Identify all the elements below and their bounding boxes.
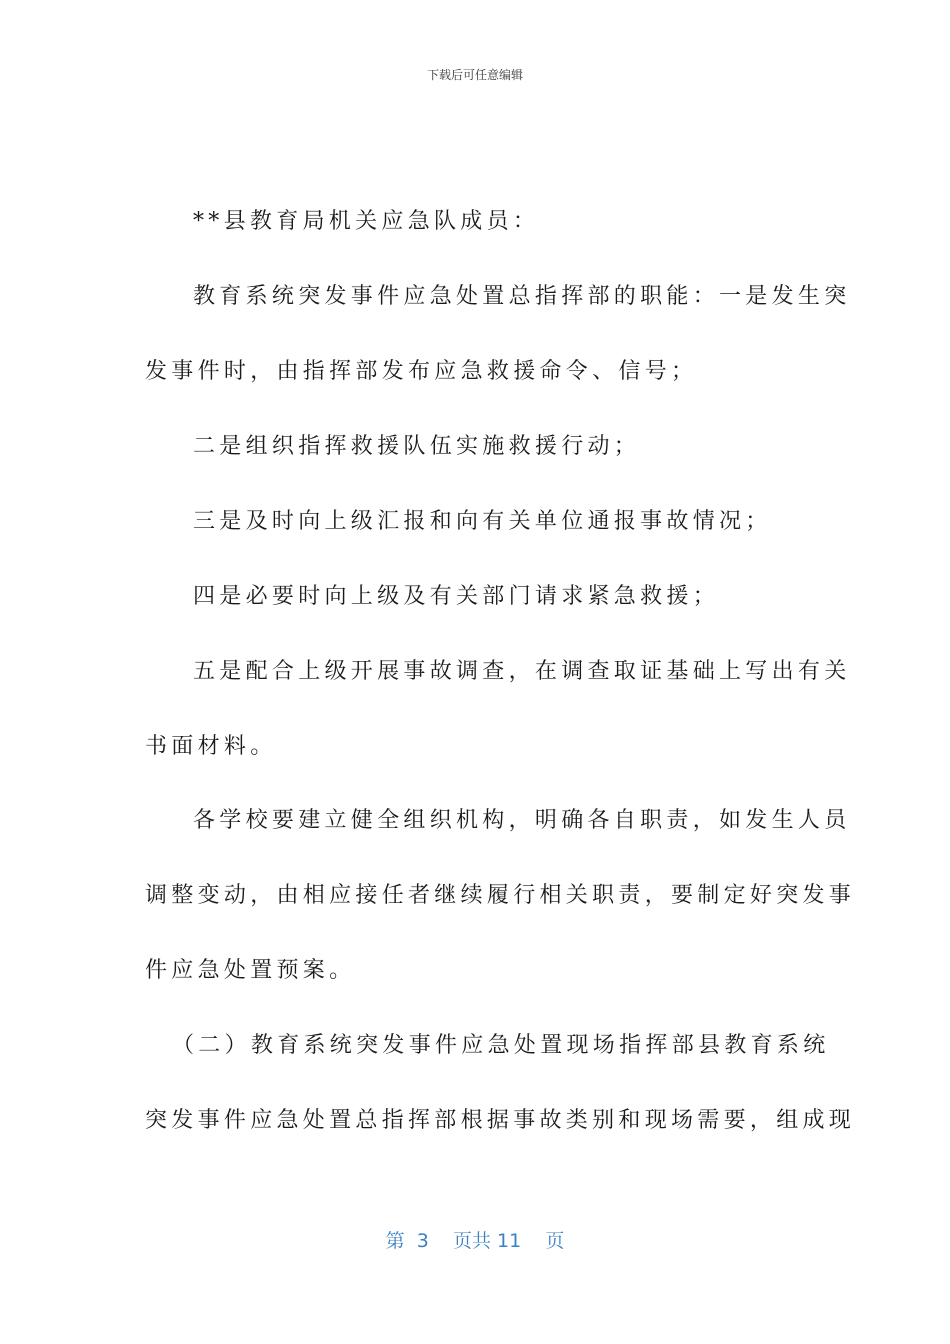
footer-total-pages: 11 <box>497 1230 522 1252</box>
text-line-11: 件应急处置预案。 <box>145 958 356 983</box>
footer-suffix: 页 <box>545 1230 565 1252</box>
text-line-13: 突发事件应急处置总指挥部根据事故类别和现场需要，组成现 <box>145 1108 856 1133</box>
text-line-7: 五是配合上级开展事故调查，在调查取证基础上写出有关 <box>193 659 851 684</box>
text-line-2: 教育系统突发事件应急处置总指挥部的职能：一是发生突 <box>193 284 851 309</box>
footer-page-number: 3 <box>416 1230 429 1252</box>
text-line-9: 各学校要建立健全组织机构，明确各自职责，如发生人员 <box>193 808 851 833</box>
footer-prefix: 第 <box>385 1230 405 1252</box>
text-line-3: 发事件时，由指挥部发布应急救援命令、信号； <box>145 359 698 384</box>
text-line-5: 三是及时向上级汇报和向有关单位通报事故情况； <box>193 509 772 534</box>
text-line-8: 书面材料。 <box>145 734 277 759</box>
text-line-1: **县教育局机关应急队成员： <box>193 209 540 234</box>
text-line-10: 调整变动，由相应接任者继续履行相关职责，要制定好突发事 <box>145 883 856 908</box>
text-line-6: 四是必要时向上级及有关部门请求紧急救援； <box>193 584 720 609</box>
text-line-4: 二是组织指挥救援队伍实施救援行动； <box>193 434 641 459</box>
page-header: 下载后可任意编辑 <box>426 68 523 82</box>
footer-middle: 页共 <box>452 1230 491 1252</box>
text-line-12: （二）教育系统突发事件应急处置现场指挥部县教育系统 <box>172 1033 830 1058</box>
page-footer <box>0 1226 950 1253</box>
